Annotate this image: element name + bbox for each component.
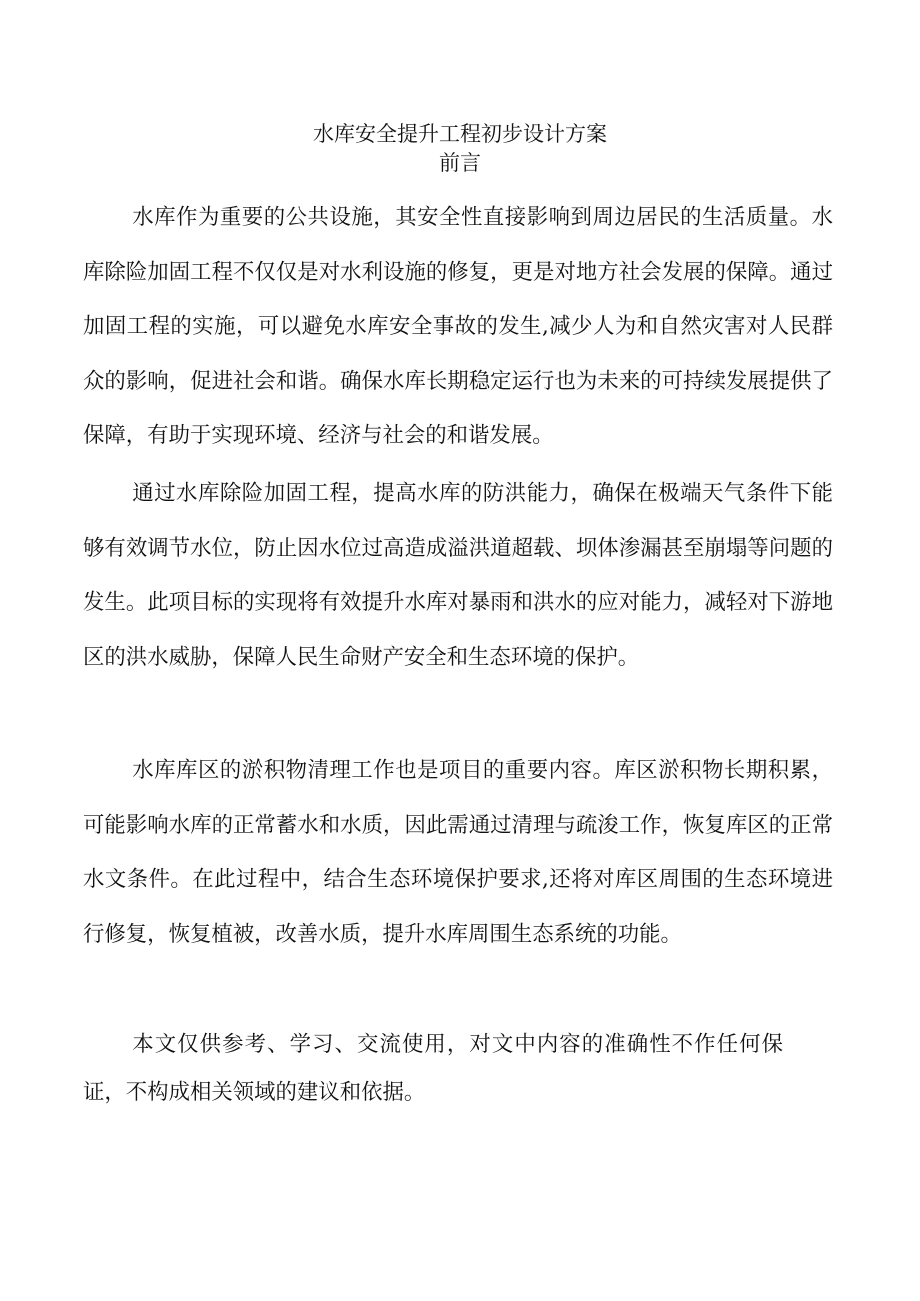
paragraph-2: 通过水库除险加固工程，提高水库的防洪能力，确保在极端天气条件下能够有效调节水位，防止因水位过高造成溢洪道超载、坝体渗漏甚至崩塌等问题的发生。此项目标的实现将有效提升水库对暴雨和洪水的应对能力，减轻对下游地区的洪水威胁，保障人民生命财产安全和生态环境的保护。: [83, 481, 833, 670]
document-title: 水库安全提升工程初步设计方案: [313, 122, 607, 146]
disclaimer-paragraph: 本文仅供参考、学习、交流使用，对文中内容的准确性不作任何保证，不构成相关领域的建议和依据。: [83, 1032, 783, 1105]
section-heading-preface: 前言: [439, 151, 481, 175]
paragraph-1: 水库作为重要的公共设施，其安全性直接影响到周边居民的生活质量。水库除险加固工程不仅仅是对水利设施的修复，更是对地方社会发展的保障。通过加固工程的实施，可以避免水库安全事故的发生,减少人为和自然灾害对人民群众的影响，促进社会和谐。确保水库长期稳定运行也为未来的可持续发展提供了保障，有助于实现环境、经济与社会的和谐发展。: [83, 205, 833, 449]
paragraph-3: 水库库区的淤积物清理工作也是项目的重要内容。库区淤积物长期积累，可能影响水库的正常蓄水和水质，因此需通过清理与疏浚工作，恢复库区的正常水文条件。在此过程中，结合生态环境保护要求,还将对库区周围的生态环境进行修复，恢复植被，改善水质，提升水库周围生态系统的功能。: [83, 758, 833, 947]
